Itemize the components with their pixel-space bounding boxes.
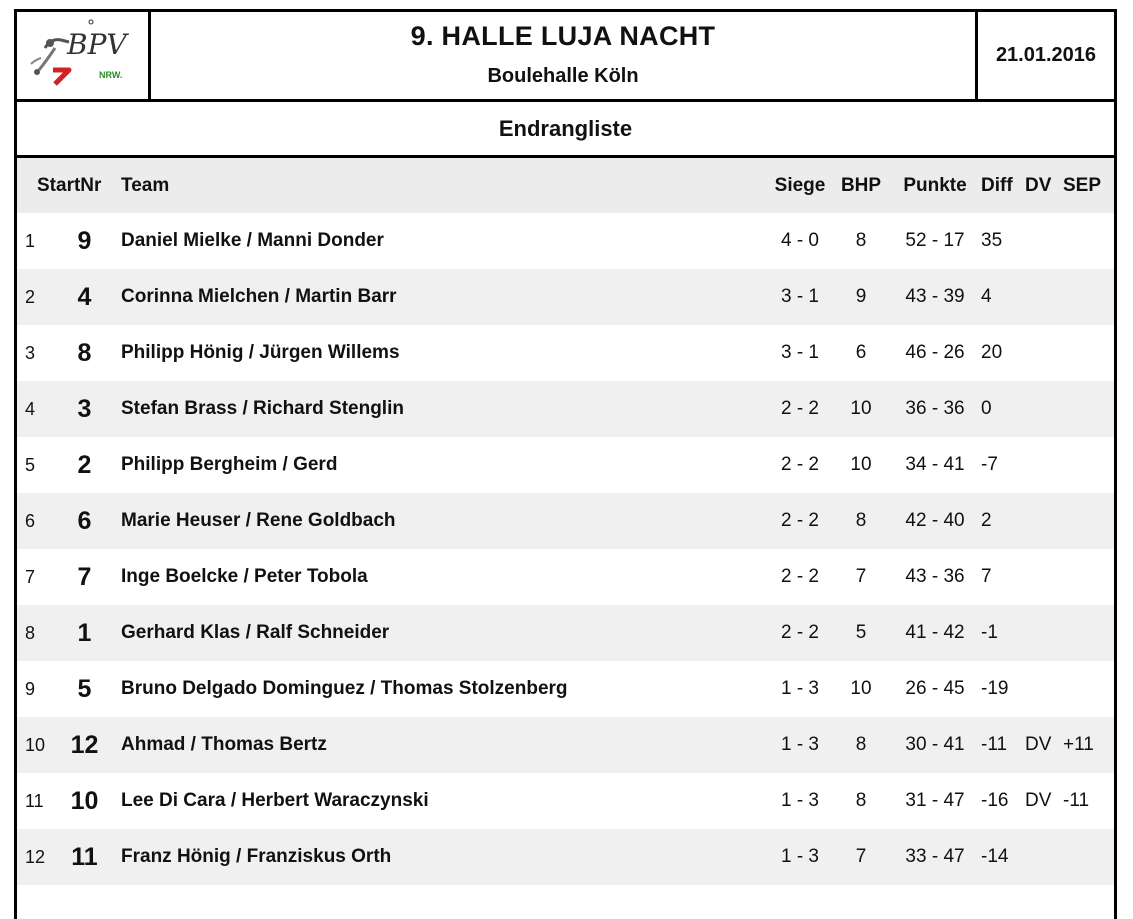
team-cell: Corinna Mielchen / Martin Barr	[121, 286, 397, 307]
sep-cell: -11	[1063, 790, 1090, 811]
diff-cell: 0	[981, 398, 992, 419]
header	[17, 12, 1114, 102]
logo-text: BPV	[67, 28, 127, 61]
bpv-logo	[17, 12, 151, 99]
siege-cell: 1 - 3	[780, 678, 820, 699]
team-cell: Daniel Mielke / Manni Donder	[121, 230, 384, 251]
col-punkte: Punkte	[903, 174, 967, 196]
bhp-cell: 5	[855, 622, 867, 643]
rank-cell: 7	[25, 566, 36, 587]
bhp-cell: 8	[855, 510, 867, 531]
startnr-cell: 11	[71, 842, 98, 871]
diff-cell: -11	[981, 734, 1008, 755]
startnr-cell: 1	[77, 618, 92, 647]
siege-cell: 2 - 2	[780, 510, 820, 531]
sep-cell	[1063, 381, 1109, 437]
date-cell	[978, 12, 1114, 99]
event-date: 21.01.2016	[995, 44, 1097, 66]
siege-cell: 2 - 2	[780, 398, 820, 419]
logo-subtext: NRW.	[99, 70, 123, 80]
diff-cell: 2	[981, 510, 992, 531]
rank-cell: 9	[25, 678, 36, 699]
team-cell: Stefan Brass / Richard Stenglin	[121, 398, 404, 419]
punkte-cell: 30 - 41	[905, 734, 965, 755]
siege-cell: 2 - 2	[780, 566, 820, 587]
rank-cell: 4	[25, 398, 36, 419]
diff-cell: 35	[981, 230, 1003, 251]
diff-cell: -16	[981, 790, 1009, 811]
table-row	[17, 829, 1114, 885]
dv-cell	[1025, 605, 1059, 661]
diff-cell: -19	[981, 678, 1009, 699]
col-sep: SEP	[1063, 174, 1102, 196]
table-body	[17, 213, 1114, 885]
team-cell: Philipp Bergheim / Gerd	[121, 454, 338, 475]
punkte-cell: 43 - 39	[905, 286, 965, 307]
event-title-cell	[151, 12, 978, 99]
dv-cell	[1025, 381, 1059, 437]
punkte-cell: 52 - 17	[905, 230, 965, 251]
table-row	[17, 493, 1114, 549]
col-bhp: BHP	[840, 174, 882, 196]
punkte-cell: 36 - 36	[905, 398, 965, 419]
sep-cell	[1063, 437, 1109, 493]
startnr-cell: 4	[77, 282, 92, 311]
rank-cell: 12	[25, 846, 46, 867]
sep-cell	[1063, 213, 1109, 269]
startnr-cell: 7	[77, 562, 92, 591]
event-venue: Boulehalle Köln	[487, 65, 639, 87]
sep-cell	[1063, 549, 1109, 605]
team-cell: Bruno Delgado Dominguez / Thomas Stolzenberg	[121, 678, 568, 699]
team-cell: Gerhard Klas / Ralf Schneider	[121, 622, 390, 643]
siege-cell: 3 - 1	[780, 286, 820, 307]
team-cell: Philipp Hönig / Jürgen Willems	[121, 342, 400, 363]
rank-cell: 2	[25, 286, 36, 307]
table-row	[17, 605, 1114, 661]
rank-cell: 1	[25, 230, 36, 251]
siege-cell: 2 - 2	[780, 454, 820, 475]
rank-cell: 11	[25, 790, 44, 811]
sep-cell	[1063, 661, 1109, 717]
dv-cell	[1025, 437, 1059, 493]
table-row	[17, 437, 1114, 493]
punkte-cell: 46 - 26	[905, 342, 965, 363]
table-row	[17, 213, 1114, 269]
dv-cell	[1025, 325, 1059, 381]
bhp-cell: 7	[855, 846, 867, 867]
col-startnr: StartNr	[37, 174, 102, 196]
rank-cell: 8	[25, 622, 36, 643]
sep-cell: +11	[1063, 734, 1094, 755]
sep-cell	[1063, 325, 1109, 381]
siege-cell: 1 - 3	[780, 734, 820, 755]
col-diff: Diff	[981, 174, 1013, 196]
table-row	[17, 381, 1114, 437]
col-team: Team	[121, 174, 170, 196]
table-row	[17, 549, 1114, 605]
sep-cell	[1063, 829, 1109, 885]
section-title: Endrangliste	[17, 102, 1114, 158]
startnr-cell: 12	[70, 730, 99, 759]
siege-cell: 2 - 2	[780, 622, 820, 643]
ranking-table	[17, 158, 1114, 885]
startnr-cell: 8	[77, 338, 92, 367]
team-cell: Lee Di Cara / Herbert Waraczynski	[121, 790, 429, 811]
bhp-cell: 7	[855, 566, 867, 587]
startnr-cell: 6	[77, 506, 92, 535]
diff-cell: 7	[981, 566, 992, 587]
col-siege: Siege	[774, 174, 826, 196]
punkte-cell: 31 - 47	[905, 790, 965, 811]
punkte-cell: 42 - 40	[905, 510, 965, 531]
startnr-cell: 10	[70, 786, 99, 815]
team-cell: Marie Heuser / Rene Goldbach	[121, 510, 396, 531]
startnr-cell: 3	[77, 394, 92, 423]
bhp-cell: 10	[850, 678, 872, 699]
punkte-cell: 43 - 36	[905, 566, 965, 587]
rank-cell: 5	[25, 454, 36, 475]
dv-cell	[1025, 829, 1059, 885]
table-row	[17, 325, 1114, 381]
diff-cell: -7	[981, 454, 998, 475]
bhp-cell: 6	[855, 342, 867, 363]
startnr-cell: 5	[77, 674, 92, 703]
bhp-cell: 8	[855, 230, 867, 251]
siege-cell: 1 - 3	[780, 790, 820, 811]
dv-cell: DV	[1025, 790, 1052, 811]
bhp-cell: 8	[855, 790, 867, 811]
diff-cell: -1	[981, 622, 998, 643]
siege-cell: 3 - 1	[780, 342, 820, 363]
table-row	[17, 661, 1114, 717]
dv-cell	[1025, 661, 1059, 717]
siege-cell: 4 - 0	[780, 230, 820, 251]
dv-cell	[1025, 269, 1059, 325]
rank-cell: 10	[25, 734, 46, 755]
punkte-cell: 26 - 45	[905, 678, 965, 699]
dv-cell	[1025, 493, 1059, 549]
rank-cell: 3	[25, 342, 36, 363]
event-title: 9. HALLE LUJA NACHT	[410, 21, 716, 51]
dv-cell	[1025, 213, 1059, 269]
team-cell: Inge Boelcke / Peter Tobola	[121, 566, 368, 587]
rank-cell: 6	[25, 510, 36, 531]
punkte-cell: 33 - 47	[905, 846, 965, 867]
sep-cell	[1063, 605, 1109, 661]
diff-cell: 4	[981, 286, 992, 307]
sep-cell	[1063, 493, 1109, 549]
team-cell: Ahmad / Thomas Bertz	[121, 734, 327, 755]
punkte-cell: 34 - 41	[905, 454, 965, 475]
col-dv: DV	[1025, 174, 1052, 196]
team-cell: Franz Hönig / Franziskus Orth	[121, 846, 392, 867]
sep-cell	[1063, 269, 1109, 325]
dv-cell: DV	[1025, 734, 1052, 755]
bhp-cell: 10	[850, 398, 872, 419]
diff-cell: 20	[981, 342, 1003, 363]
table-row	[17, 717, 1114, 773]
diff-cell: -14	[981, 846, 1009, 867]
punkte-cell: 41 - 42	[905, 622, 965, 643]
startnr-cell: 2	[77, 450, 92, 479]
bhp-cell: 8	[855, 734, 867, 755]
table-row	[17, 773, 1114, 829]
table-header	[17, 158, 1114, 213]
siege-cell: 1 - 3	[780, 846, 820, 867]
bhp-cell: 9	[855, 286, 867, 307]
bhp-cell: 10	[850, 454, 872, 475]
startnr-cell: 9	[77, 226, 92, 255]
dv-cell	[1025, 549, 1059, 605]
results-sheet	[14, 9, 1117, 919]
table-row	[17, 269, 1114, 325]
